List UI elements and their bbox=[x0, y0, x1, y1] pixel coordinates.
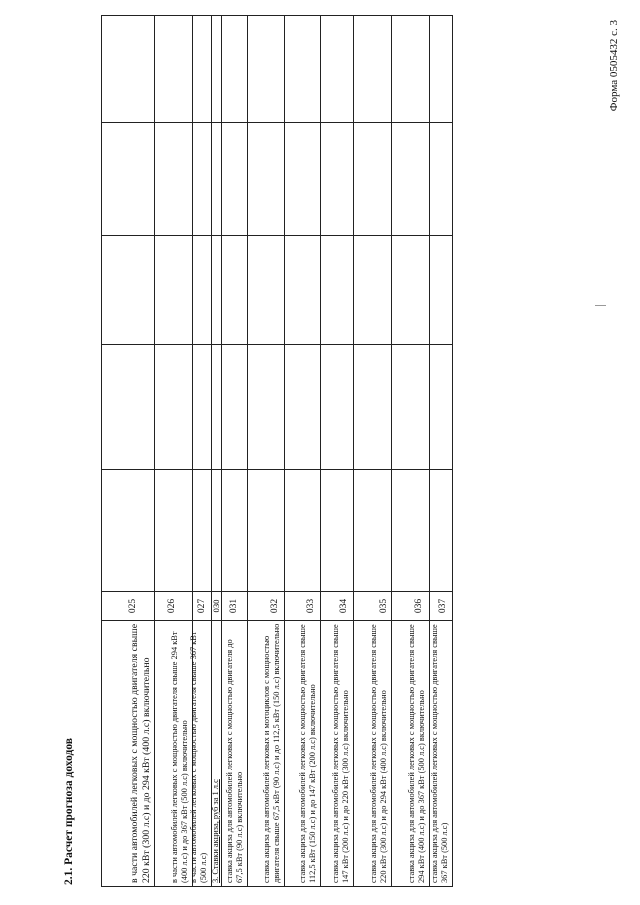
column-divider bbox=[102, 469, 452, 470]
table-row bbox=[391, 16, 429, 886]
row-description: в части автомобилей легковых с мощностью двигателя свыше 367 кВт (500 л.с) bbox=[189, 631, 208, 883]
table-row bbox=[284, 16, 320, 886]
row-description: ставка акциза для автомобилей легковых с мощностью двигателя свыше 147 кВт (200 л.с) и до 220 кВт (300 л.с) включительно bbox=[331, 624, 350, 883]
row-description: в части автомобилей легковых с мощностью двигателя свыше 294 кВт (400 л.с) и до 367 кВт (500 л.с) включительно bbox=[170, 631, 189, 883]
row-code: 030 bbox=[211, 599, 221, 613]
table-row bbox=[154, 16, 192, 886]
table-row bbox=[247, 16, 284, 886]
column-divider bbox=[102, 122, 452, 123]
row-code: 027 bbox=[197, 598, 207, 614]
column-divider bbox=[102, 344, 452, 345]
row-code: 033 bbox=[306, 598, 316, 614]
column-divider bbox=[102, 591, 452, 592]
row-description: ставка акциза для автомобилей легковых с мощностью двигателя свыше 112,5 кВт (150 л.с) и до 147 кВт (200 л.с) включительно bbox=[298, 624, 317, 883]
row-description: ставка акциза для автомобилей легковых с мощностью двигателя свыше 367 кВт (500 л.с) bbox=[430, 624, 449, 883]
table-row bbox=[221, 16, 247, 886]
column-divider bbox=[102, 235, 452, 236]
row-description: ставка акциза для автомобилей легковых с мощностью двигателя до 67,5 кВт (90 л.с) включительно bbox=[225, 639, 244, 883]
row-code: 031 bbox=[229, 598, 239, 614]
column-divider bbox=[102, 620, 452, 621]
table-row bbox=[189, 16, 211, 886]
section-title: 2.1. Расчет прогноза доходов bbox=[63, 737, 75, 885]
row-description: ставка акциза для автомобилей легковых и мотоциклов с мощностью двигателя свыше 67,5 кВт (90 л.с) и до 112,5 кВт (150 л.с) включительно bbox=[262, 623, 281, 883]
row-code: 026 bbox=[167, 598, 177, 614]
row-description: ставка акциза для автомобилей легковых с мощностью двигателя свыше 294 кВт (400 л.с) и до 367 кВт (500 л.с) включительно bbox=[407, 624, 426, 883]
table-row bbox=[211, 16, 221, 886]
row-description: 3. Ставки акциза, руб за 1 л.с bbox=[211, 779, 220, 883]
table-row bbox=[102, 16, 154, 886]
scan-mark bbox=[595, 305, 606, 306]
table-row bbox=[320, 16, 353, 886]
forecast-table bbox=[101, 15, 453, 887]
table-row bbox=[353, 16, 391, 886]
row-code: 035 bbox=[379, 598, 389, 614]
row-code: 025 bbox=[128, 598, 138, 614]
row-description: ставка акциза для автомобилей легковых с мощностью двигателя свыше 220 кВт (300 л.с) и до 294 кВт (400 л.с) включительно bbox=[369, 624, 388, 883]
table-row bbox=[429, 16, 452, 886]
row-code: 036 bbox=[414, 598, 424, 614]
row-description: в части автомобилей легковых с мощностью двигателя свыше 220 кВт (300 л.с) и до 294 кВт (400 л.с) включительно bbox=[129, 623, 152, 883]
row-code: 032 bbox=[270, 598, 280, 614]
row-code: 034 bbox=[339, 598, 349, 614]
form-number: Форма 0505432 с. 3 bbox=[608, 20, 620, 112]
row-code: 037 bbox=[438, 598, 448, 614]
